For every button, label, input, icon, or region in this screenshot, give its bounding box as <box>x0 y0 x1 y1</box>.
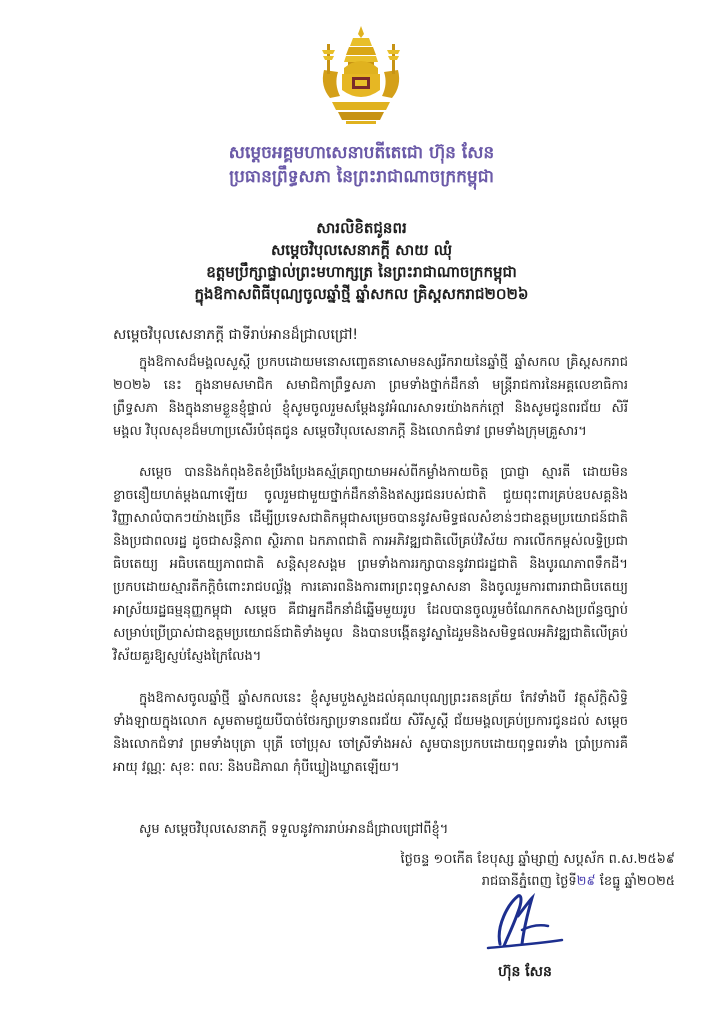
body-paragraph-3: ក្នុងឱកាសចូលឆ្នាំថ្មី ឆ្នាំសកលនេះ ខ្ញុំសូមបួងសួងដល់គុណបុណ្យព្រះរតនត្រ័យ កែវទាំងបី វត្ថុស័ក្ដិសិទ្ធិទាំងឡាយក្នុងលោក សូមតាមជួយបីបាច់ថែរក្សាប្រទានពរជ័យ សិរីសួស្ដី ជ័យមង្គលគ្រប់ប្រការជូនដល់ សម្ដេច និងលោកជំទាវ ព្រមទាំងបុត្រា បុត្រី ចៅប្រុស ចៅស្រីទាំងអស់ សូមបានប្រកបដោយពុទ្ធពរទាំង ប្រាំប្រការគឺ អាយុ វណ្ណៈ សុខៈ ពលៈ និងបដិភាណ កុំបីឃ្លៀងឃ្លាតឡើយ។ <box>113 691 628 775</box>
handwritten-signature <box>478 886 568 956</box>
closing-paragraph: សូម សម្ដេចវិបុលសេនាភក្ដី ទទួលនូវការរាប់អានដ៏ជ្រាលជ្រៅពីខ្ញុំ។ <box>139 822 449 837</box>
sender-name: សម្ដេចអគ្គមហាសេនាបតីតេជោ ហ៊ុន សែន <box>228 143 495 163</box>
royal-crest-icon <box>318 24 404 126</box>
body-paragraph-2: សម្ដេច បាននិងកំពុងខិតខំប្រឹងប្រែងគស្ម័គ្រព្យាយាមអស់ពីកម្លាំងកាយចិត្ត ប្រាជ្ញា ស្មារតី ដោយមិនខ្លាចនឿយហត់ម្ដងណាឡើយ ចូលរួមជាមួយថ្នាក់ដឹកនាំនិងឥស្សរជនរបស់ជាតិ ជួយពុះពារគ្រប់ឧបសគ្គនិងវិញ្ញាសាលំបាកៗយ៉ាងច្រើន ដើម្បីប្រទេសជាតិកម្ពុជាសម្រេចបាននូវសមិទ្ធផលសំខាន់ៗជាឧត្តមប្រយោជន៍ជាតិ និងប្រជាពលរដ្ឋ ដូចជាសន្តិភាព ស្ថិរភាព ឯកភាពជាតិ ការអភិវឌ្ឍជាតិលើគ្រប់វិស័យ ការលើកកម្ពស់លទ្ធិប្រជាធិបតេយ្យ អធិបតេយ្យភាពជាតិ សន្តិសុខសង្គម ព្រមទាំងការរក្សាបាននូវរាជរដ្ឋជាតិ និងបូរណភាពទឹកដី។ ប្រកបដោយស្មារតីកក្ដិចំពោះរាជបល្ល័ង្ក ការគោរពនិងការពារព្រះពុទ្ធសាសនា និងចូលរួមការពាររាជាធិបតេយ្យអាស្រ័យរដ្ឋធម្មនុញ្ញកម្ពុជា សម្ដេច គឺជាអ្នកដឹកនាំដ៏ឆ្នើមមួយរូប ដែលបានចូលរួមចំណែកកសាងប្រព័ន្ធច្បាប់សម្រាប់ប្រើប្រាស់ជាឧត្តមប្រយោជន៍ជាតិទាំងមូល និងបានបង្កើតនូវស្នាដៃរួមនិងសមិទ្ធផលអភិវឌ្ឍជាតិលើគ្រប់វិស័យគួរឱ្យស្ញប់ស្ញែងក្រៃលែង។ <box>113 465 628 664</box>
recipient-name: សម្ដេចវិបុលសេនាភក្ដី សាយ ឈុំ <box>270 241 453 259</box>
salutation: សម្ដេចវិបុលសេនាភក្ដី ជាទីរាប់អានដ៏ជ្រាលជ្រៅ! <box>113 327 359 343</box>
place-prefix: រាជធានីភ្នំពេញ ថ្ងៃទី <box>481 874 577 889</box>
signer-name: ហ៊ុន សែន <box>498 964 552 980</box>
occasion-line: ក្នុងឱកាសពិធីបុណ្យចូលឆ្នាំថ្មី ឆ្នាំសកល គ្រិស្តសករាជ២០២៦ <box>194 285 529 303</box>
lunar-date: ថ្ងៃចន្ទ ១០កើត ខែបុស្ស ឆ្នាំម្សាញ់ សប្តស័ក ព.ស.២៥៦៩ <box>400 852 675 867</box>
letter-heading: សារលិខិតជូនពរ <box>316 219 407 237</box>
body-paragraph-1: ក្នុងឱកាសដ៏មង្គលសួស្ដី ប្រកបដោយមនោសញ្ចេតនាសោមនស្សរីករាយនៃឆ្នាំថ្មី ឆ្នាំសកល គ្រិស្តសករាជ ២០២៦ នេះ ក្នុងនាមសមាជិក សមាជិកាព្រឹទ្ធសភា ព្រមទាំងថ្នាក់ដឹកនាំ មន្ត្រីរាជការនៃអគ្គលេខាធិការ ព្រឹទ្ធសភា និងក្នុងនាមខ្លួនខ្ញុំផ្ទាល់ ខ្ញុំសូមចូលរួមសម្ដែងនូវអំណរសាទរយ៉ាងកក់ក្ដៅ និងសូមជូនពរជ័យ សិរីមង្គល វិបុលសុខដ៏មហាប្រសើរបំផុតជូន សម្ដេចវិបុលសេនាភក្ដី និងលោកជំទាវ ព្រមទាំងក្រុមគ្រួសារ។ <box>113 355 628 439</box>
date-month-year: ខែធ្នូ ឆ្នាំ២០២៥ <box>595 874 675 889</box>
sender-title: ប្រធានព្រឹទ្ធសភា នៃព្រះរាជាណាចក្រកម្ពុជា <box>229 167 494 187</box>
recipient-title: ឧត្តមប្រឹក្សាផ្ទាល់ព្រះមហាក្សត្រ នៃព្រះរាជាណាចក្រកម្ពុជា <box>206 263 517 281</box>
date-day: ២៩ <box>576 874 596 889</box>
